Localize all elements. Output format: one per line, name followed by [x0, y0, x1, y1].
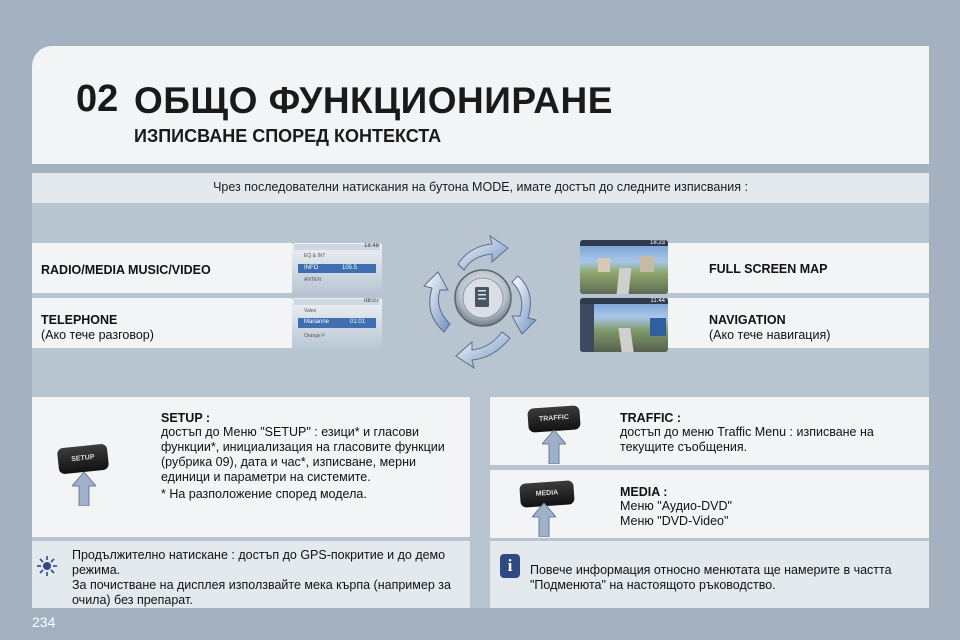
navigation-title: NAVIGATION: [709, 313, 786, 327]
phone-contact: Valeo: [304, 308, 317, 314]
map-road: [617, 268, 632, 294]
media-key-icon: MEDIA: [519, 480, 575, 508]
traffic-title: TRAFFIC :: [620, 411, 682, 425]
phone-screen: [292, 298, 382, 350]
cycle-arrow-icon: [424, 272, 450, 332]
setup-footnote: * На разположение според модела.: [161, 487, 367, 501]
radio-screen: [292, 243, 382, 293]
traffic-key-icon: TRAFFIC: [527, 405, 581, 433]
media-line: Меню "DVD-Video": [620, 514, 729, 528]
mode-button-icon: [455, 270, 511, 326]
media-line: Меню "Аудио-DVD": [620, 499, 732, 513]
radio-menu-item: ANTEN: [304, 277, 321, 283]
intro-text: Чрез последователни натискания на бутона MODE, имате достъп до следните изписвания :: [213, 180, 748, 194]
info-line: Повече информация относно менютата ще намерите в частта: [530, 563, 892, 577]
full-map-screen: [580, 240, 668, 294]
navigation-screen: [580, 298, 668, 352]
info-line: "Подменюта" на настоящото ръководство.: [530, 578, 776, 592]
map-building: [598, 258, 610, 272]
setup-title: SETUP :: [161, 411, 211, 425]
setup-line: достъп до Меню "SETUP" : езици* и гласови: [161, 425, 420, 439]
tip-line: За почистване на дисплея използвайте мека кърпа (например за: [72, 578, 451, 592]
tip-line: режима.: [72, 563, 121, 577]
setup-line: функции*, инициализация на гласовите функции: [161, 440, 445, 454]
radio-menu-item: EQ & INT: [304, 253, 326, 259]
map-road: [618, 328, 633, 352]
cycle-arrow-icon: [512, 276, 536, 334]
setup-line: (рубрика 09), дата и час*, изписване, мерни: [161, 455, 416, 469]
press-arrow-icon: [532, 503, 556, 537]
press-arrow-icon: [72, 472, 96, 506]
nav-turn-arrow: [650, 318, 666, 336]
traffic-line: достъп до меню Traffic Menu : изписване на: [620, 425, 874, 439]
cycle-arrow-icon: [458, 236, 508, 270]
radio-time: 18:48: [363, 243, 379, 249]
tip-line: очила) без препарат.: [72, 593, 193, 607]
cycle-arrow-icon: [456, 332, 510, 368]
radio-label: RADIO/MEDIA MUSIC/VIDEO: [41, 263, 211, 277]
info-icon: i: [500, 554, 520, 578]
nav-time: 11:44: [650, 298, 665, 304]
radio-frequency: 105.5: [342, 265, 358, 271]
phone-call-duration: 01:01: [350, 319, 366, 325]
setup-key-icon: SETUP: [57, 443, 109, 474]
mode-cycle-diagram: [400, 228, 570, 388]
page-number: 234: [32, 614, 56, 630]
media-title: MEDIA :: [620, 485, 668, 499]
setup-line: единици и параметри на системите.: [161, 470, 371, 484]
tip-line: Продължително натискане : достъп до GPS-покритие и до демо: [72, 548, 446, 562]
page-title: ОБЩО ФУНКЦИОНИРАНЕ: [134, 80, 613, 121]
radio-menu-item: INFO: [304, 265, 319, 271]
phone-time: 08:07: [363, 298, 379, 304]
phone-contact: Orange F: [304, 333, 326, 339]
chapter-number: 02: [76, 78, 119, 120]
phone-contact: Marianne: [304, 319, 330, 325]
traffic-line: текущите съобщения.: [620, 440, 748, 454]
map-building: [640, 256, 654, 272]
map-time: 18:23: [649, 240, 665, 246]
press-arrow-icon: [542, 430, 566, 464]
telephone-note: (Ако тече разговор): [41, 328, 154, 342]
light-bulb-icon: [36, 555, 58, 577]
nav-side-panel: [580, 304, 594, 352]
telephone-title: TELEPHONE: [41, 313, 118, 327]
page-subtitle: ИЗПИСВАНЕ СПОРЕД КОНТЕКСТА: [134, 126, 442, 146]
full-map-label: FULL SCREEN MAP: [709, 262, 828, 276]
navigation-note: (Ако тече навигация): [709, 328, 831, 342]
